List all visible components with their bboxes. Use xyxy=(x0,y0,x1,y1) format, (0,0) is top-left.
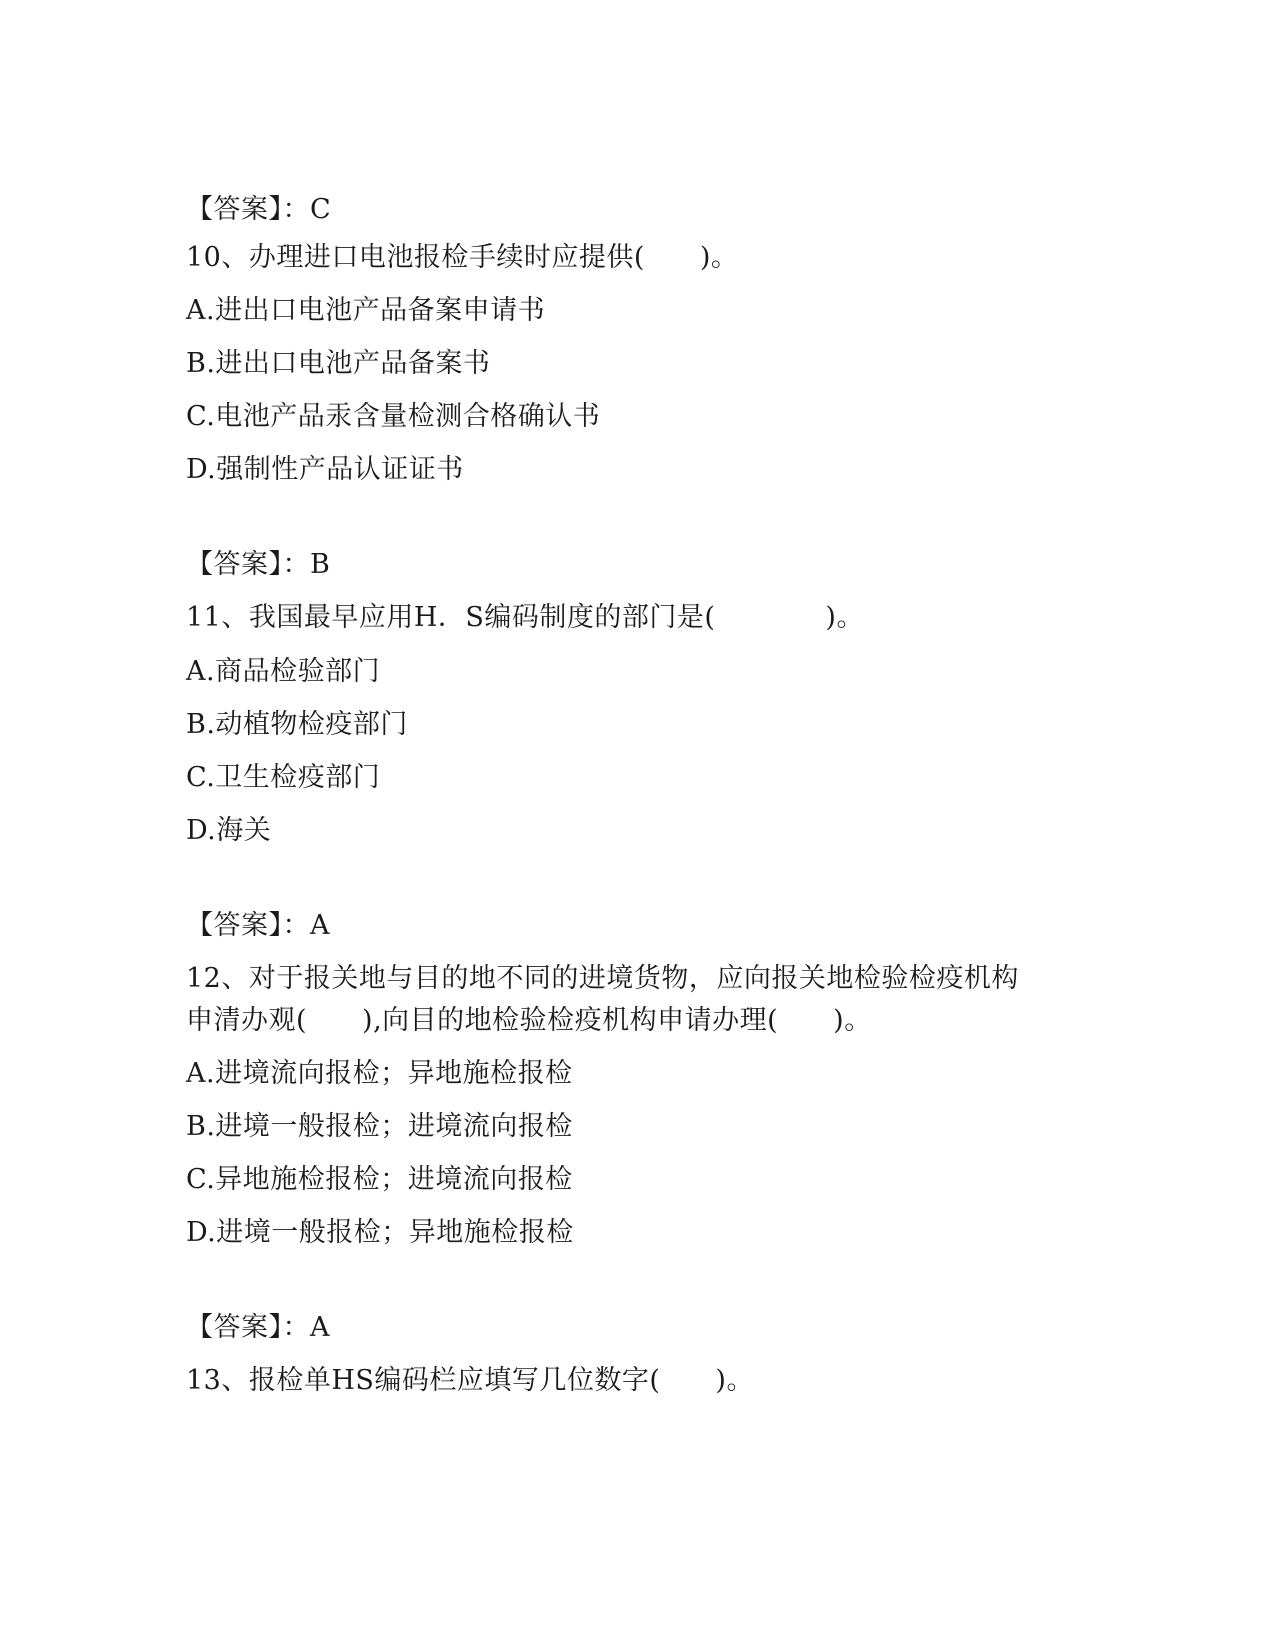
question-12-option-a: A.进境流向报检；异地施检报检 xyxy=(186,1058,573,1089)
question-12-stem-line-1: 12、对于报关地与目的地不同的进境货物，应向报关地检验检疫机构 xyxy=(186,963,1019,994)
question-10-option-a: A.进出口电池产品备案申请书 xyxy=(186,295,546,326)
question-10-option-b: B.进出口电池产品备案书 xyxy=(186,348,491,379)
question-13-stem: 13、报检单HS编码栏应填写几位数字( )。 xyxy=(186,1365,754,1396)
answer-12: 【答案】：A xyxy=(186,1312,330,1343)
question-11-option-d: D.海关 xyxy=(186,815,272,846)
question-12-option-b: B.进境一般报检；进境流向报检 xyxy=(186,1111,573,1142)
question-10-option-d: D.强制性产品认证证书 xyxy=(186,454,464,485)
question-12-stem-line-2: 申清办观( ),向目的地检验检疫机构申请办理( )。 xyxy=(186,1005,872,1036)
answer-9: 【答案】：C xyxy=(186,194,332,225)
question-10-option-c: C.电池产品汞含量检测合格确认书 xyxy=(186,401,601,432)
answer-11: 【答案】：A xyxy=(186,910,330,941)
question-11-option-c: C.卫生检疫部门 xyxy=(186,762,381,793)
question-10-stem: 10、办理进口电池报检手续时应提供( )。 xyxy=(186,242,739,273)
question-12-option-d: D.进境一般报检；异地施检报检 xyxy=(186,1217,574,1248)
question-11-option-b: B.动植物检疫部门 xyxy=(186,709,408,740)
question-11-stem: 11、我国最早应用H．S编码制度的部门是( )。 xyxy=(186,602,864,633)
question-11-option-a: A.商品检验部门 xyxy=(186,656,381,687)
question-12-option-c: C.异地施检报检；进境流向报检 xyxy=(186,1164,573,1195)
answer-10: 【答案】：B xyxy=(186,549,331,580)
